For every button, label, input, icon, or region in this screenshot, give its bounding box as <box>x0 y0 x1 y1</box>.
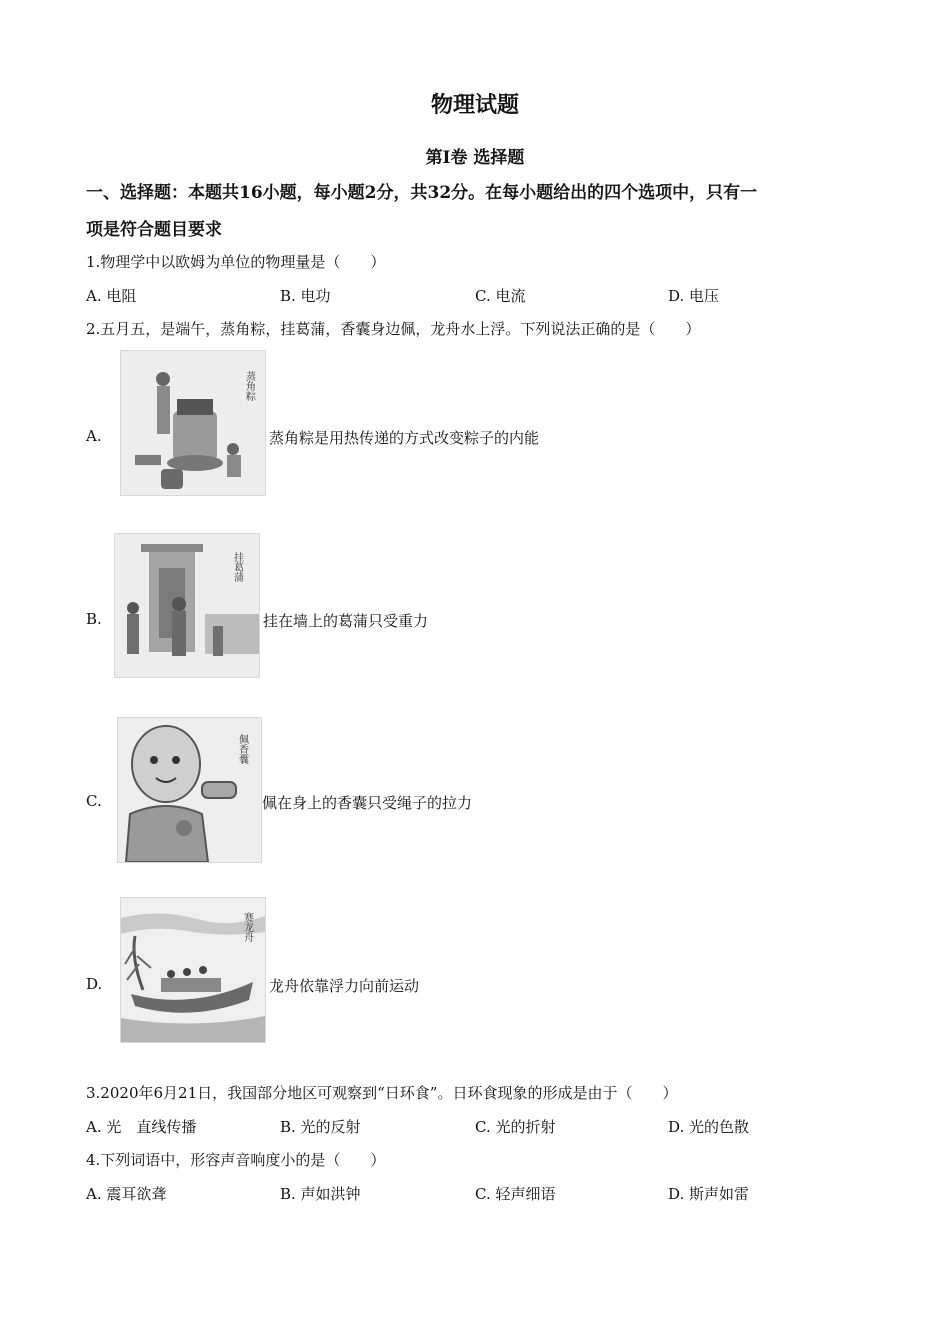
q4-option-b: B. 声如洪钟 <box>280 1185 361 1203</box>
q3-option-b: B. 光的反射 <box>280 1118 361 1136</box>
section-instructions-line1: 一、选择题：本题共16小题，每小题2分，共32分。在每小题给出的四个选项中，只有一 <box>86 183 758 203</box>
question-2-stem: 2.五月五，是端午，蒸角粽，挂葛蒲，香囊身边佩，龙舟水上浮。下列说法正确的是（ ） <box>86 320 701 338</box>
q1-option-a: A. 电阻 <box>86 287 137 305</box>
question-3-stem: 3.2020年6月21日，我国部分地区可观察到“日环食”。日环食现象的形成是由于（ ） <box>86 1084 678 1102</box>
section-subtitle: 第I卷 选择题 <box>425 148 525 168</box>
steaming-zongzi-illustration <box>120 350 266 496</box>
q4-option-a: A. 震耳欲聋 <box>86 1185 167 1203</box>
q2-option-d-text: 龙舟依靠浮力向前运动 <box>269 977 420 995</box>
q1-option-b: B. 电功 <box>280 287 331 305</box>
hanging-calamus-illustration <box>114 533 260 678</box>
dragon-boat-label: 赛龙舟 <box>241 912 253 942</box>
q3-option-a: A. 光 直线传播 <box>86 1118 197 1136</box>
q3-option-c: C. 光的折射 <box>475 1118 556 1136</box>
q3-option-d: D. 光的色散 <box>668 1118 750 1136</box>
steaming-zongzi-label: 蒸角粽 <box>243 371 255 401</box>
q2-option-b-text: 挂在墙上的葛蒲只受重力 <box>263 612 429 630</box>
wearing-sachet-illustration <box>117 717 262 863</box>
q2-option-c-letter: C. <box>86 792 102 810</box>
q1-option-c: C. 电流 <box>475 287 526 305</box>
q2-option-b-letter: B. <box>86 610 102 628</box>
hanging-calamus-label: 挂葛蒲 <box>231 552 243 582</box>
q2-option-a-text: 蒸角粽是用热传递的方式改变粽子的内能 <box>269 429 540 447</box>
q2-option-d-letter: D. <box>86 975 103 993</box>
q1-option-d: D. 电压 <box>668 287 720 305</box>
page-title: 物理试题 <box>430 92 519 118</box>
wearing-sachet-label: 佩香囊 <box>236 734 248 764</box>
dragon-boat-illustration <box>120 897 266 1043</box>
q4-option-c: C. 轻声细语 <box>475 1185 556 1203</box>
question-4-stem: 4.下列词语中，形容声音响度小的是（ ） <box>86 1151 386 1169</box>
q2-option-a-letter: A. <box>86 427 102 445</box>
q4-option-d: D. 斯声如雷 <box>668 1185 750 1203</box>
question-1-stem: 1.物理学中以欧姆为单位的物理量是（ ） <box>86 253 386 271</box>
section-instructions-line2: 项是符合题目要求 <box>86 220 222 240</box>
q2-option-c-text: 佩在身上的香囊只受绳子的拉力 <box>262 794 473 812</box>
